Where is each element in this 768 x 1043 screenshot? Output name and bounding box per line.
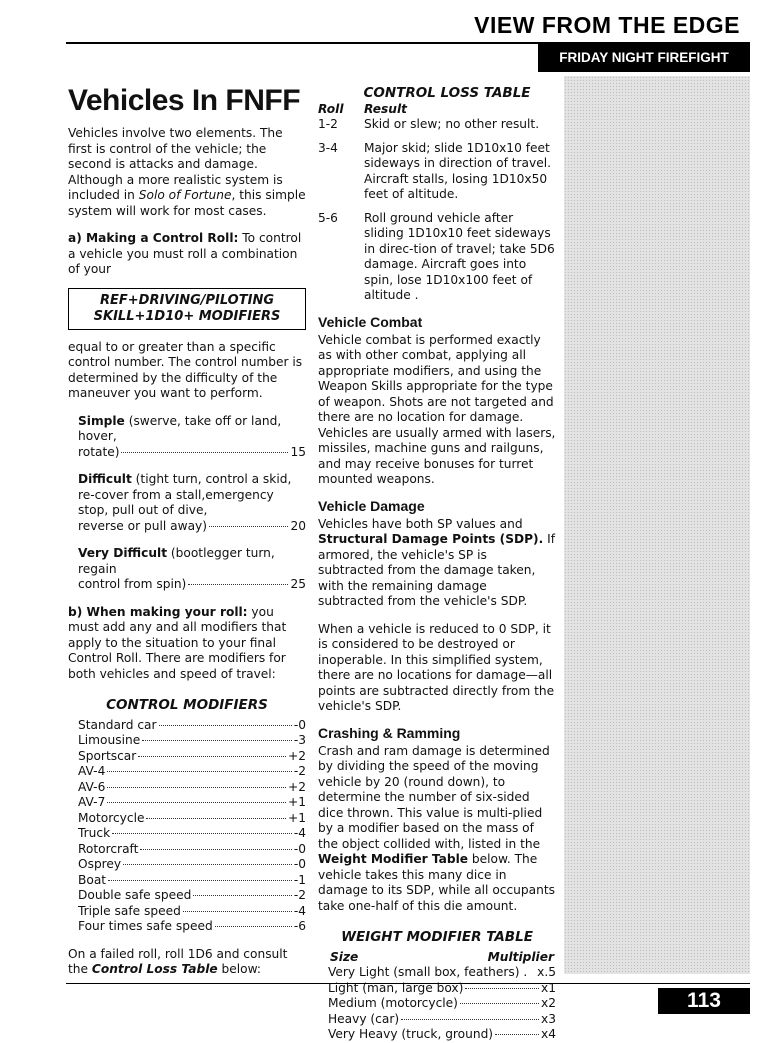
dot-leader: [138, 756, 286, 757]
modifier-row-value: -0: [293, 841, 306, 856]
modifier-row-value: -2: [293, 764, 306, 778]
difficulty-target: rotate) 15: [78, 444, 306, 459]
difficulty-entry: [78, 414, 306, 461]
modifier-row-value: -2: [293, 888, 306, 902]
vehicle-combat-heading: Vehicle Combat: [318, 313, 423, 330]
right-column: [318, 86, 556, 1043]
modifier-row-label: Limousine: [78, 733, 141, 747]
weight-row: [328, 965, 556, 981]
control-roll-formula: REF+DRIVING/PILOTING SKILL+1D10+ MODIFIERS: [68, 288, 306, 330]
modifier-row-label: AV-7: [78, 795, 106, 809]
modifier-row-value: +1: [288, 810, 306, 825]
weight-row-value: x2: [541, 996, 556, 1010]
step-b-label: b) When making your roll:: [68, 604, 248, 619]
roll-value: 5-6: [318, 210, 338, 225]
control-loss-row: [318, 211, 556, 304]
dot-leader: [495, 1034, 539, 1035]
dot-leader: [142, 740, 292, 741]
dot-leader: [107, 771, 292, 772]
modifier-row: [78, 733, 306, 749]
modifier-row-value: -6: [293, 919, 306, 933]
modifier-row: [78, 904, 306, 920]
footer-rule: [66, 983, 750, 984]
modifier-row-label: AV-6: [78, 779, 106, 794]
control-modifiers-table: [78, 718, 306, 935]
control-loss-title: CONTROL LOSS TABLE: [363, 85, 531, 101]
dot-leader: [460, 1003, 539, 1004]
shaded-sidebar: [564, 76, 750, 974]
crashing-paragraph: Crash and ram damage is determined by dividing the speed of the moving vehicle by 20 (round down), to determine the number of six-sided dice thrown. This value is multi-plied by a modifier based on the mass of the object collided with, listed in the Weight Modifier Table below. The vehicle takes this many dice in damage to its SDP, while all occupants take one-half of this die amount.: [318, 743, 555, 913]
modifier-row: [78, 718, 306, 734]
dot-leader: [108, 880, 292, 881]
dot-leader: [209, 526, 288, 527]
modifier-row-value: -4: [293, 826, 306, 840]
page-title: Vehicles In FNFF: [68, 84, 301, 117]
dot-leader: [193, 895, 291, 896]
step-a-label: a) Making a Control Roll:: [68, 231, 239, 245]
weight-modifier-table: [328, 965, 556, 1043]
weight-row-label: Very Light (small box, feathers) .: [328, 965, 528, 979]
dot-leader: [188, 584, 288, 585]
modifier-row-value: +2: [288, 779, 306, 794]
weight-row-label: Very Heavy (truck, ground): [328, 1027, 494, 1041]
dot-leader: [121, 452, 288, 453]
modifier-row: [78, 764, 306, 780]
modifier-row-label: Motorcycle: [78, 810, 145, 825]
modifier-row-label: Triple safe speed: [78, 903, 181, 918]
vehicle-damage-heading: Vehicle Damage: [318, 497, 425, 514]
difficulty-value: 25: [290, 577, 306, 591]
step-b-paragraph: b) When making your roll: you must add any and all modifiers that apply to the situation to your final Control Roll. There are modifiers for both vehicles and speed of travel:: [68, 604, 287, 681]
dot-leader: [146, 818, 286, 819]
dot-leader: [107, 802, 286, 803]
weight-row-value: x3: [541, 1011, 556, 1026]
control-loss-header: Roll Result: [318, 101, 407, 116]
control-loss-table: [318, 117, 556, 304]
vehicle-combat-paragraph: Vehicle combat is performed exactly as with other combat, applying all appropriate modifiers, and using the Weapon Skills appropriate for the type of weapon. Shots are not targeted and there are no location for damage. Vehicles are usually armed with lasers, missiles, machine guns and railguns, and may receive bonuses for turret mounted weapons.: [318, 332, 556, 486]
modifier-row: [78, 888, 306, 904]
roll-value: 1-2: [318, 117, 338, 131]
difficulty-desc: (tight turn, control a skid, re-cover from a stall,emergency stop, pull out of dive,: [78, 472, 292, 517]
modifier-row-label: Four times safe speed: [78, 919, 213, 933]
difficulty-target: control from spin) 25: [78, 577, 306, 591]
modifier-row-label: Boat: [78, 872, 107, 887]
weight-row: [328, 996, 556, 1012]
dot-leader: [159, 725, 292, 726]
modifier-row-label: Osprey: [78, 857, 122, 871]
modifier-row: [78, 842, 306, 858]
dot-leader: [140, 849, 291, 850]
modifier-row-label: Double safe speed: [78, 888, 192, 902]
roll-value: 3-4: [318, 140, 338, 155]
roll-result: Skid or slew; no other result.: [364, 117, 540, 131]
running-header-title: VIEW FROM THE EDGE: [474, 12, 740, 38]
control-modifiers-title: CONTROL MODIFIERS: [106, 697, 268, 713]
difficulty-list: [68, 414, 306, 593]
modifier-row-value: -1: [293, 872, 306, 887]
weight-row-label: Medium (motorcycle): [328, 996, 458, 1010]
modifier-row-value: +1: [288, 795, 306, 809]
modifier-row: [78, 780, 306, 796]
weight-row: [328, 1027, 556, 1043]
dot-leader: [123, 864, 292, 865]
difficulty-name: Difficult: [78, 472, 132, 486]
weight-row-label: Light (man, large box): [328, 980, 464, 995]
modifier-row-label: AV-4: [78, 764, 106, 778]
modifier-row-value: -0: [293, 857, 306, 871]
weight-row-value: x.5: [537, 965, 556, 979]
difficulty-desc: (swerve, take off or land, hover,: [78, 413, 282, 443]
book-title: Solo of Fortune: [138, 188, 232, 202]
failed-roll-paragraph: On a failed roll, roll 1D6 and consult the Control Loss Table below:: [68, 946, 288, 976]
modifier-row-label: Truck: [78, 826, 111, 840]
modifier-row-label: Rotorcraft: [78, 841, 139, 856]
modifier-row: [78, 873, 306, 889]
difficulty-name: Very Difficult: [78, 546, 168, 560]
modifier-row: [78, 795, 306, 811]
dot-leader: [107, 787, 286, 788]
dot-leader: [215, 926, 292, 927]
roll-result: Major skid; slide 1D10x10 feet sideways in direction of travel. Aircraft stalls, losing 1D10x50 feet of altitude.: [364, 140, 551, 201]
modifier-row-value: -4: [293, 903, 306, 918]
modifier-row: [78, 826, 306, 842]
weight-row: [328, 1012, 556, 1028]
control-loss-row: [318, 117, 556, 133]
difficulty-value: 15: [290, 444, 306, 459]
difficulty-value: 20: [290, 518, 306, 533]
modifier-row: [78, 919, 306, 935]
control-loss-reference: Control Loss Table: [91, 962, 218, 976]
modifier-row-value: -0: [293, 717, 306, 732]
after-formula-paragraph: equal to or greater than a specific control number. The control number is determined by the difficulty of the maneuver you want to perform.: [68, 339, 303, 400]
modifier-row-label: Sportscar: [78, 748, 137, 763]
dot-leader: [401, 1019, 539, 1020]
vehicle-destroyed-paragraph: When a vehicle is reduced to 0 SDP, it is considered to be destroyed or inoperable. In this simplified system, there are no locations for damage—all points are subtracted directly from the vehicle's SDP.: [318, 621, 555, 713]
weight-modifier-title: WEIGHT MODIFIER TABLE: [341, 929, 533, 945]
difficulty-target: reverse or pull away) 20: [78, 518, 306, 533]
left-column: [68, 84, 306, 978]
difficulty-entry: [78, 546, 306, 593]
dot-leader: [112, 833, 292, 834]
weight-modifier-header: Size Multiplier: [330, 949, 554, 964]
page-number: 113: [658, 988, 750, 1014]
crashing-heading: Crashing & Ramming: [318, 724, 461, 741]
weight-row-value: x1: [541, 980, 556, 995]
modifier-row: [78, 749, 306, 765]
modifier-row-value: +2: [288, 748, 306, 763]
weight-row-label: Heavy (car): [328, 1011, 400, 1026]
difficulty-entry: [78, 472, 306, 534]
weight-row-value: x4: [541, 1027, 556, 1041]
control-loss-row: [318, 141, 556, 203]
vehicle-damage-paragraph: Vehicles have both SP values and Structural Damage Points (SDP). If armored, the vehicle's SP is subtracted from the damage taken, with the remaining damage subtracted from the vehicle's SDP.: [318, 516, 556, 608]
modifier-row-label: Standard car: [78, 717, 157, 732]
dot-leader: [465, 988, 539, 989]
modifier-row-value: -3: [293, 733, 306, 747]
dot-leader: [183, 911, 292, 912]
difficulty-name: Simple: [78, 413, 125, 428]
step-a-paragraph: a) Making a Control Roll: To control a vehicle you must roll a combination of your: [68, 231, 302, 276]
roll-result: Roll ground vehicle after sliding 1D10x10 feet sideways in direc-tion of travel; take 5D6 damage. Aircraft goes into spin, lose 1D10x100 feet of altitude .: [364, 210, 555, 302]
difficulty-desc: (bootlegger turn, regain: [78, 546, 275, 576]
modifier-row: [78, 857, 306, 873]
section-band: FRIDAY NIGHT FIREFIGHT: [538, 44, 750, 72]
intro-paragraph: Vehicles involve two elements. The first is control of the vehicle; the second is attacks and damage. Although a more realistic system is included in Solo of Fortune, this simple system will work for most cases.: [68, 126, 306, 218]
modifier-row: [78, 811, 306, 827]
